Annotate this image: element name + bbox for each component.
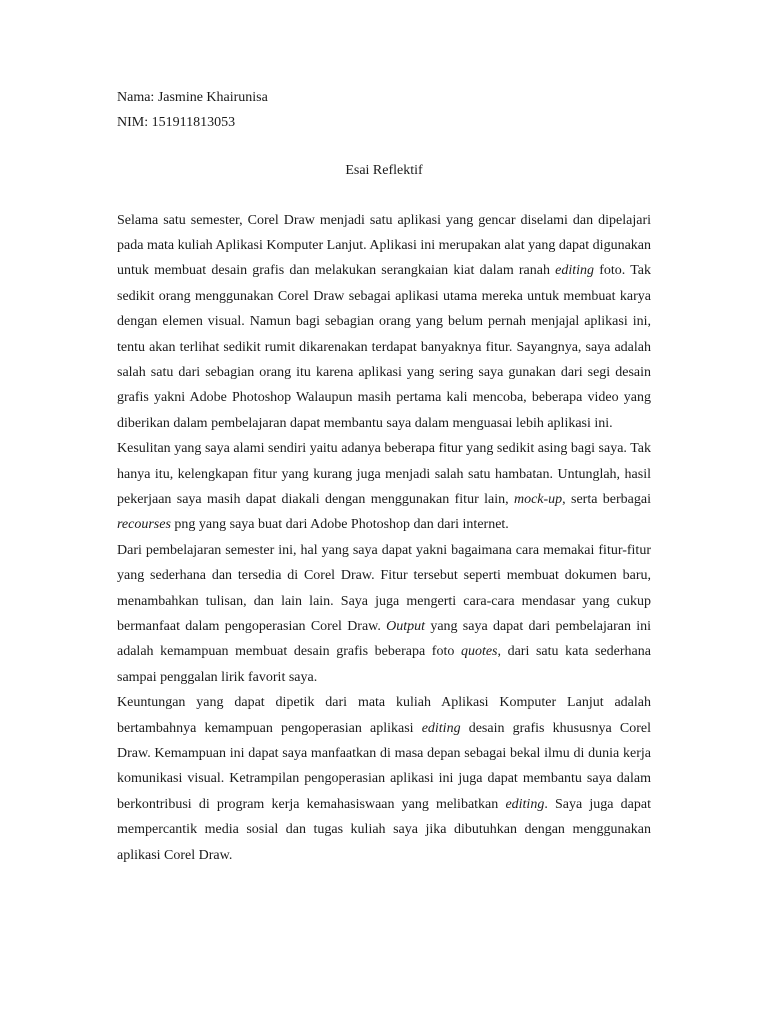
text-run: png yang saya buat dari Adobe Photoshop dan dari internet. [170, 517, 509, 533]
italic-term: quotes [460, 644, 498, 660]
essay-title: Esai Reflektif [345, 163, 423, 178]
text-run: desain grafis khususnya Corel Draw. Kemampuan ini dapat saya manfaatkan di masa depan sebagai bekal ilmu di dunia kerja komunikasi visual. Ketrampilan pengoperasian aplikasi ini juga dapat membantu saya dalam berkontribusi di program kerja kemahasiswaan yang melibatkan [117, 720, 651, 812]
essay-paragraph-2 [117, 436, 651, 538]
text-run: Selama satu semester, Corel Draw menjadi satu aplikasi yang gencar diselami dan dipelajari pada mata kuliah Aplikasi Komputer Lanjut. Aplikasi ini merupakan alat yang dapat digunakan untuk membuat desain grafis dan melakukan serangkaian kiat dalam ranah [117, 212, 651, 279]
text-run: Dari pembelajaran semester ini, hal yang saya dapat yakni bagaimana cara memakai fitur-fitur yang sederhana dan tersedia di Corel Draw. Fitur tersebut seperti membuat dokumen baru, menambahkan tulisan, dan lain lain. Saya juga mengerti cara-cara mendasar yang cukup bermanfaat dalam pengoperasian Corel Draw. [117, 542, 651, 634]
essay-body [117, 208, 651, 869]
text-run: , dari satu kata sederhana sampai penggalan lirik favorit saya. [117, 644, 651, 685]
text-run: yang saya dapat dari pembelajaran ini adalah kemampuan membuat desain grafis beberapa foto [117, 619, 652, 660]
italic-term: mock-up [513, 491, 563, 507]
text-run: foto. Tak sedikit orang menggunakan Corel Draw sebagai aplikasi utama mereka untuk membuat karya dengan elemen visual. Namun bagi sebagian orang yang belum pernah menjajal aplikasi ini, tentu akan terlihat sedikit rumit dikarenakan terdapat banyaknya fitur. Sayangnya, saya adalah salah satu dari sebagian orang itu karena aplikasi yang sering saya gunakan dari segi desain grafis yakni Adobe Photoshop Walaupun masih pertama kali mencoba, beberapa video yang diberikan dalam pembelajaran dapat membantu saya dalam menguasai lebih aplikasi ini. [117, 263, 651, 431]
text-run: , serta berbagai [562, 491, 651, 507]
text-run: Keuntungan yang dapat dipetik dari mata kuliah Aplikasi Komputer Lanjut adalah bertambahnya kemampuan pengoperasian aplikasi [117, 695, 651, 736]
text-run: . Saya juga dapat mempercantik media sosial dan tugas kuliah saya jika dibutuhkan dengan menggunakan aplikasi Corel Draw. [117, 796, 651, 863]
italic-term: recourses [117, 517, 171, 533]
essay-paragraph-4 [117, 690, 651, 868]
essay-paragraph-3 [117, 538, 651, 690]
italic-term: Output [386, 619, 426, 634]
italic-term: editing [555, 263, 595, 279]
essay-paragraph-1 [117, 208, 651, 437]
text-run: Kesulitan yang saya alami sendiri yaitu adanya beberapa fitur yang sedikit asing bagi saya. Tak hanya itu, kelengkapan fitur yang kurang juga menjadi salah satu hambatan. Untunglah, hasil pekerjaan saya masih dapat diakali dengan menggunakan fitur lain, [117, 441, 651, 507]
italic-term: editing [505, 796, 545, 812]
document-content [117, 86, 651, 868]
author-name-line: Nama: Jasmine Khairunisa [117, 90, 268, 105]
student-id-line: NIM: 151911813053 [117, 114, 236, 130]
italic-term: editing [421, 720, 461, 736]
